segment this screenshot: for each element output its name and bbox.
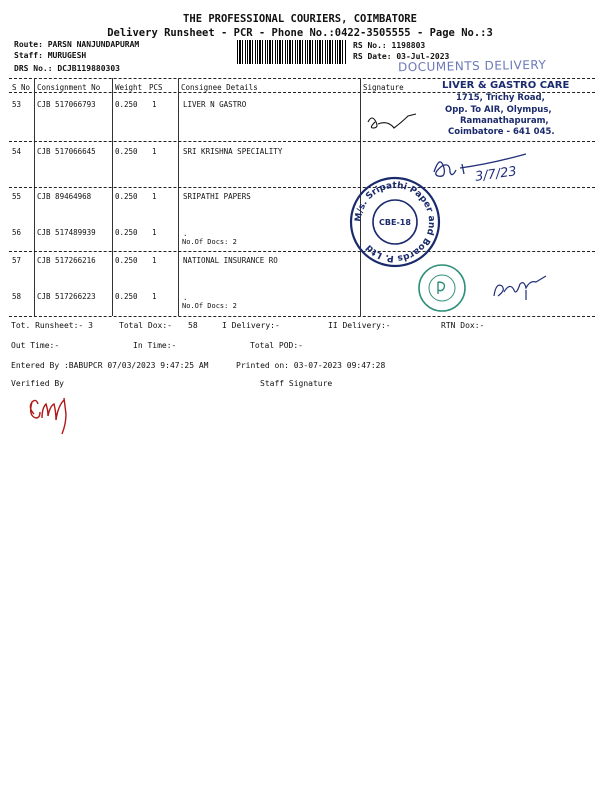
stamp-line: Coimbatore - 641 045. — [448, 127, 555, 137]
route-label: Route: PARSN NANJUNDAPURAM — [14, 40, 140, 49]
row-sno: 56 — [12, 228, 22, 237]
printed-on: Printed on: 03-07-2023 09:47:28 — [236, 361, 386, 370]
handwritten-date: 3/7/23 — [474, 164, 518, 185]
row-sno: 53 — [12, 100, 22, 109]
stamp-center-text: CBE-18 — [379, 218, 411, 227]
row-pcs: 1 — [152, 147, 157, 156]
col-divider — [112, 78, 113, 316]
table-bottom-rule — [9, 316, 595, 317]
row-consignee: . — [183, 229, 188, 238]
col-divider — [178, 78, 179, 316]
stamp-line: Ramanathapuram, — [460, 116, 549, 126]
total-dox-value: 58 — [188, 321, 198, 330]
row-docs: No.Of Docs: 2 — [182, 302, 237, 310]
row-weight: 0.250 — [115, 292, 138, 301]
signature-53 — [362, 108, 432, 138]
row-docs: No.Of Docs: 2 — [182, 238, 237, 246]
runsheet-subtitle: Delivery Runsheet - PCR - Phone No.:0422-3505555 - Page No.:3 — [107, 27, 493, 39]
col-header-consignment: Consignment No — [37, 83, 101, 92]
row-weight: 0.250 — [115, 228, 138, 237]
i-delivery: I Delivery:- — [222, 321, 280, 330]
stamp-line: 1715, Trichy Road, — [456, 93, 545, 103]
staff-label: Staff: MURUGESH — [14, 51, 87, 60]
stamp-name: LIVER & GASTRO CARE — [442, 80, 570, 91]
row-consignment: CJB 517266223 — [37, 292, 96, 301]
tot-runsheet: Tot. Runsheet:- 3 — [11, 321, 93, 330]
row-separator — [9, 251, 595, 252]
rs-date: RS Date: 03-Jul-2023 — [353, 52, 450, 61]
ii-delivery: II Delivery:- — [328, 321, 391, 330]
row-sno: 58 — [12, 292, 22, 301]
stamp-line: Opp. To AIR, Olympus, — [445, 105, 552, 115]
insurance-round-stamp — [416, 262, 468, 314]
row-consignment: CJB 517489939 — [37, 228, 96, 237]
total-pod: Total POD:- — [250, 341, 303, 350]
rs-number: RS No.: 1198803 — [353, 41, 426, 50]
row-consignee: LIVER N GASTRO — [183, 100, 247, 109]
row-consignee: NATIONAL INSURANCE RO — [183, 256, 278, 265]
signature-58 — [490, 272, 560, 308]
col-header-sno: S No — [12, 83, 31, 92]
col-header-pcs: PCS — [149, 83, 163, 92]
verification-initials — [24, 392, 84, 442]
row-consignment: CJB 517066645 — [37, 147, 96, 156]
row-weight: 0.250 — [115, 192, 138, 201]
col-divider — [34, 78, 35, 316]
row-pcs: 1 — [152, 292, 157, 301]
row-weight: 0.250 — [115, 100, 138, 109]
col-header-signature: Signature — [363, 83, 404, 92]
row-sno: 57 — [12, 256, 22, 265]
sripathi-round-stamp — [345, 172, 445, 272]
total-dox-label: Total Dox:- — [119, 321, 172, 330]
row-consignee: SRI KRISHNA SPECIALITY — [183, 147, 283, 156]
company-title: THE PROFESSIONAL COURIERS, COIMBATORE — [183, 13, 417, 25]
row-pcs: 1 — [152, 192, 157, 201]
row-consignment: CJB 89464968 — [37, 192, 92, 201]
drs-number: DRS No.: DCJB119880303 — [14, 64, 120, 73]
table-top-rule — [9, 78, 595, 79]
stamp-ring-text: M/s. Sripathi Paper and Boards P. Ltd — [353, 180, 437, 264]
row-weight: 0.250 — [115, 256, 138, 265]
col-header-weight: Weight — [115, 83, 143, 92]
documents-delivery-stamp: DOCUMENTS DELIVERY — [397, 57, 547, 75]
row-consignment: CJB 517066793 — [37, 100, 96, 109]
entered-by: Entered By :BABUPCR 07/03/2023 9:47:25 AM — [11, 361, 209, 370]
staff-signature: Staff Signature — [260, 379, 333, 388]
barcode — [237, 40, 347, 64]
row-pcs: 1 — [152, 228, 157, 237]
verified-by: Verified By — [11, 379, 64, 388]
row-separator — [9, 141, 595, 142]
row-pcs: 1 — [152, 100, 157, 109]
col-header-consignee: Consignee Details — [181, 83, 258, 92]
row-sno: 55 — [12, 192, 22, 201]
in-time: In Time:- — [133, 341, 177, 350]
row-sno: 54 — [12, 147, 22, 156]
row-consignee: . — [183, 293, 188, 302]
rtn-dox: RTN Dox:- — [441, 321, 485, 330]
row-weight: 0.250 — [115, 147, 138, 156]
row-pcs: 1 — [152, 256, 157, 265]
out-time: Out Time:- — [11, 341, 60, 350]
row-consignment: CJB 517266216 — [37, 256, 96, 265]
row-consignee: SRIPATHI PAPERS — [183, 192, 251, 201]
